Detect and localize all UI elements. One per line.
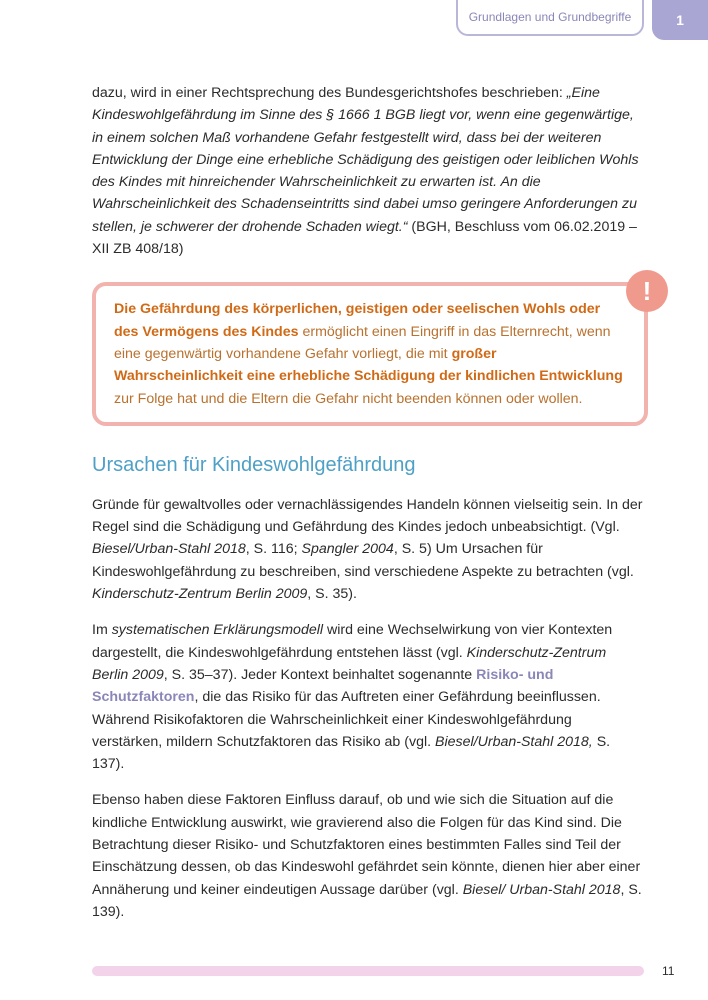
text-run: Ebenso haben diese Faktoren Einfluss darauf, ob und wie sich die Situation auf die kindliche Entwicklung auswirkt, wie gravierend also die Folgen für das Kind sind. Die Betrachtung dieser Risiko- und Schutzfaktoren eines bestimmten Falles sind Teil der Einschätzung dessen, ob das Kindeswohl gefährdet sein könnte, dienen hier aber einer Annäherung und keiner eindeutigen Aussage darüber (vgl. <box>92 792 641 898</box>
exclamation-glyph: ! <box>642 275 652 306</box>
section-title: Grundlagen und Grundbegriffe <box>468 10 632 24</box>
page-number: 11 <box>662 964 675 978</box>
callout-text-1: ermöglicht einen Eingriff in das Elternrecht, wenn eine gegenwärtig vorhandene Gefahr vorliegt, die mit <box>114 323 611 362</box>
paragraph-model <box>92 619 644 775</box>
section-heading: Ursachen für Kindeswohlgefährdung <box>92 453 416 476</box>
text-run: , S. 35). <box>307 586 357 603</box>
model-name: systematischen Erklärungsmodell <box>111 622 324 639</box>
text-run: , S. 139). <box>92 881 642 920</box>
bgh-quote: „Eine Kindeswohlgefährdung im Sinne des § 1666 1 BGB liegt vor, wenn eine gegenwärtige, in einem solchen Maß vorhandene Gefahr festgestellt wird, dass bei der weiteren Entwicklung der Dinge eine erhebliche Schädigung des geistigen oder leiblichen Wohls des Kindes mit hinreichender Wahrscheinlichkeit zu erwarten ist. An die Wahrscheinlichkeit des Schadenseintritts sind dabei umso geringere Anforderungen zu stellen, je schwerer der drohende Schaden wiegt.“ <box>92 85 639 235</box>
page-content <box>92 82 652 937</box>
bgh-citation: (BGH, Beschluss vom 06.02.2019 – XII ZB 408/18) <box>92 218 637 258</box>
citation-ref: Biesel/ Urban-Stahl 2018 <box>462 881 621 898</box>
text-run: Gründe für gewaltvolles oder vernachlässigendes Handeln können vielseitig sein. In der Regel sind die Schädigung und Gefährdung des Kindes jedoch unbeabsichtigt. (Vgl. <box>92 496 643 536</box>
intro-paragraph <box>92 82 644 260</box>
callout-text-2: zur Folge hat und die Eltern die Gefahr nicht beenden können oder wollen. <box>114 390 583 407</box>
citation-ref: Biesel/Urban-Stahl 2018, <box>435 733 593 750</box>
running-header <box>456 0 644 36</box>
citation-ref: Biesel/Urban-Stahl 2018 <box>92 541 246 558</box>
citation-ref: Kinderschutz-Zentrum Berlin 2009 <box>92 644 607 683</box>
callout-text <box>114 298 626 409</box>
chapter-number: 1 <box>676 12 684 28</box>
glossary-term-link[interactable]: Risiko- und Schutzfaktoren <box>92 666 554 706</box>
text-run: , S. 116; <box>245 541 302 558</box>
text-run: wird eine Wechselwirkung von vier Kontexten dargestellt, die Kindeswohlgefährdung entstehen lässt (vgl. <box>92 622 613 661</box>
callout-bold-1: Die Gefährdung des körperlichen, geistigen oder seelischen Wohls oder des Vermögens des Kindes <box>114 301 601 340</box>
citation-ref: Spangler 2004 <box>301 541 394 558</box>
exclamation-icon <box>626 270 668 312</box>
paragraph-factors <box>92 789 644 923</box>
citation-ref: Kinderschutz-Zentrum Berlin 2009 <box>92 586 308 603</box>
callout-bold-2: großer Wahrscheinlichkeit eine erhebliche Schädigung der kindlichen Entwicklung <box>114 345 623 385</box>
chapter-number-tab <box>652 0 708 40</box>
footer-bar <box>92 966 644 976</box>
text-run: , S. 35–37). Jeder Kontext beinhaltet sogenannte <box>163 666 477 683</box>
text-run: S. 137). <box>92 733 611 773</box>
intro-lead: dazu, wird in einer Rechtsprechung des Bundesgerichtshofes beschrieben: <box>92 85 567 101</box>
text-run: Im <box>92 622 112 639</box>
text-run: , die das Risiko für das Auftreten einer Gefährdung beeinflussen. Während Risikofaktoren die Wahrscheinlichkeit einer Kindeswohlgefährdung verstärken, mildern Schutzfaktoren das Risiko ab (vgl. <box>92 689 601 750</box>
paragraph-causes <box>92 494 644 605</box>
callout-box <box>92 275 652 425</box>
text-run: , S. 5) Um Ursachen für Kindeswohlgefährdung zu beschreiben, sind verschiedene Aspekte zu betrachten (vgl. <box>92 541 634 580</box>
